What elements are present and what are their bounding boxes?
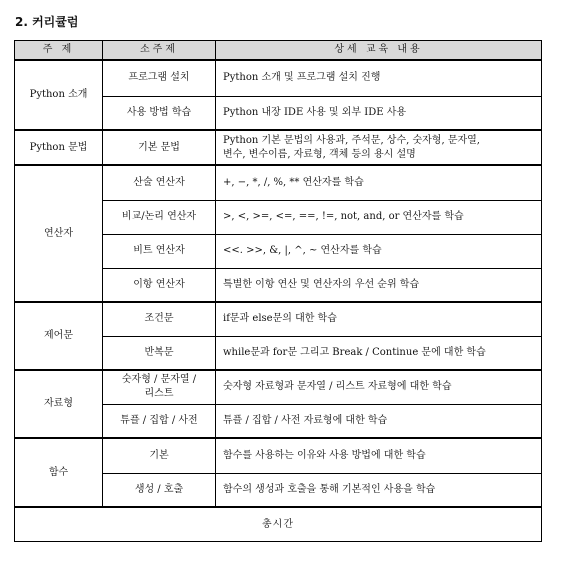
topic-cell: 이항 연산자 [103, 268, 216, 302]
topic-cell: 기본 문법 [103, 130, 216, 165]
total-row [15, 507, 542, 542]
topic-cell: 기본 [103, 438, 216, 473]
detail-cell: 숫자형 자료형과 문자열 / 리스트 자료형에 대한 학습 [216, 370, 542, 404]
topic-cell: 비교/논리 연산자 [103, 200, 216, 234]
detail-cell: if문과 else문의 대한 학습 [216, 302, 542, 336]
subject-cell: 연산자 [15, 165, 103, 302]
header-detail: 상세 교육 내용 [216, 41, 542, 61]
detail-cell: Python 내장 IDE 사용 및 외부 IDE 사용 [216, 96, 542, 130]
header-row [15, 41, 542, 61]
detail-cell: 함수의 생성과 호출을 통해 기본적인 사용을 학습 [216, 473, 542, 507]
topic-cell: 산술 연산자 [103, 165, 216, 200]
topic-line: 숫자형 / 문자열 / [121, 374, 197, 386]
topic-cell [103, 370, 216, 404]
detail-cell: 튜플 / 집합 / 사전 자료형에 대한 학습 [216, 404, 542, 438]
topic-cell: 튜플 / 집합 / 사전 [103, 404, 216, 438]
table-row [15, 370, 542, 404]
topic-cell: 생성 / 호출 [103, 473, 216, 507]
detail-cell: +, −, *, /, %, ** 연산자를 학습 [216, 165, 542, 200]
topic-cell: 비트 연산자 [103, 234, 216, 268]
subject-cell: 제어문 [15, 302, 103, 370]
subject-cell: 함수 [15, 438, 103, 507]
detail-cell [216, 130, 542, 165]
topic-line: 리스트 [144, 388, 174, 400]
topic-cell: 조건문 [103, 302, 216, 336]
topic-cell: 프로그램 설치 [103, 60, 216, 96]
section-title: 2. 커리큘럼 [15, 15, 79, 29]
detail-cell: 함수를 사용하는 이유와 사용 방법에 대한 학습 [216, 438, 542, 473]
detail-cell: >, <, >=, <=, ==, !=, not, and, or 연산자를 학습 [216, 200, 542, 234]
detail-line: 변수, 변수이름, 자료형, 객체 등의 용시 설명 [223, 148, 416, 160]
detail-cell: <<. >>, &, |, ^, ~ 연산자를 학습 [216, 234, 542, 268]
total-label: 총시간 [15, 507, 542, 542]
subject-cell: Python 소개 [15, 60, 103, 130]
table-row [15, 165, 542, 200]
header-topic: 소주제 [103, 41, 216, 61]
detail-cell: while문과 for문 그리고 Break / Continue 문에 대한 학습 [216, 336, 542, 370]
detail-cell: Python 소개 및 프로그램 설치 진행 [216, 60, 542, 96]
detail-line: Python 기본 문법의 사용과, 주석문, 상수, 숫자형, 문자열, [223, 134, 480, 146]
topic-cell: 사용 방법 학습 [103, 96, 216, 130]
table-row [15, 130, 542, 165]
curriculum-table [14, 40, 542, 542]
table-row [15, 438, 542, 473]
table-row [15, 302, 542, 336]
table-row [15, 60, 542, 96]
subject-cell: 자료형 [15, 370, 103, 438]
detail-cell: 특별한 이항 연산 및 연산자의 우선 순위 학습 [216, 268, 542, 302]
topic-cell: 반복문 [103, 336, 216, 370]
subject-cell: Python 문법 [15, 130, 103, 165]
header-subject: 주 제 [15, 41, 103, 61]
